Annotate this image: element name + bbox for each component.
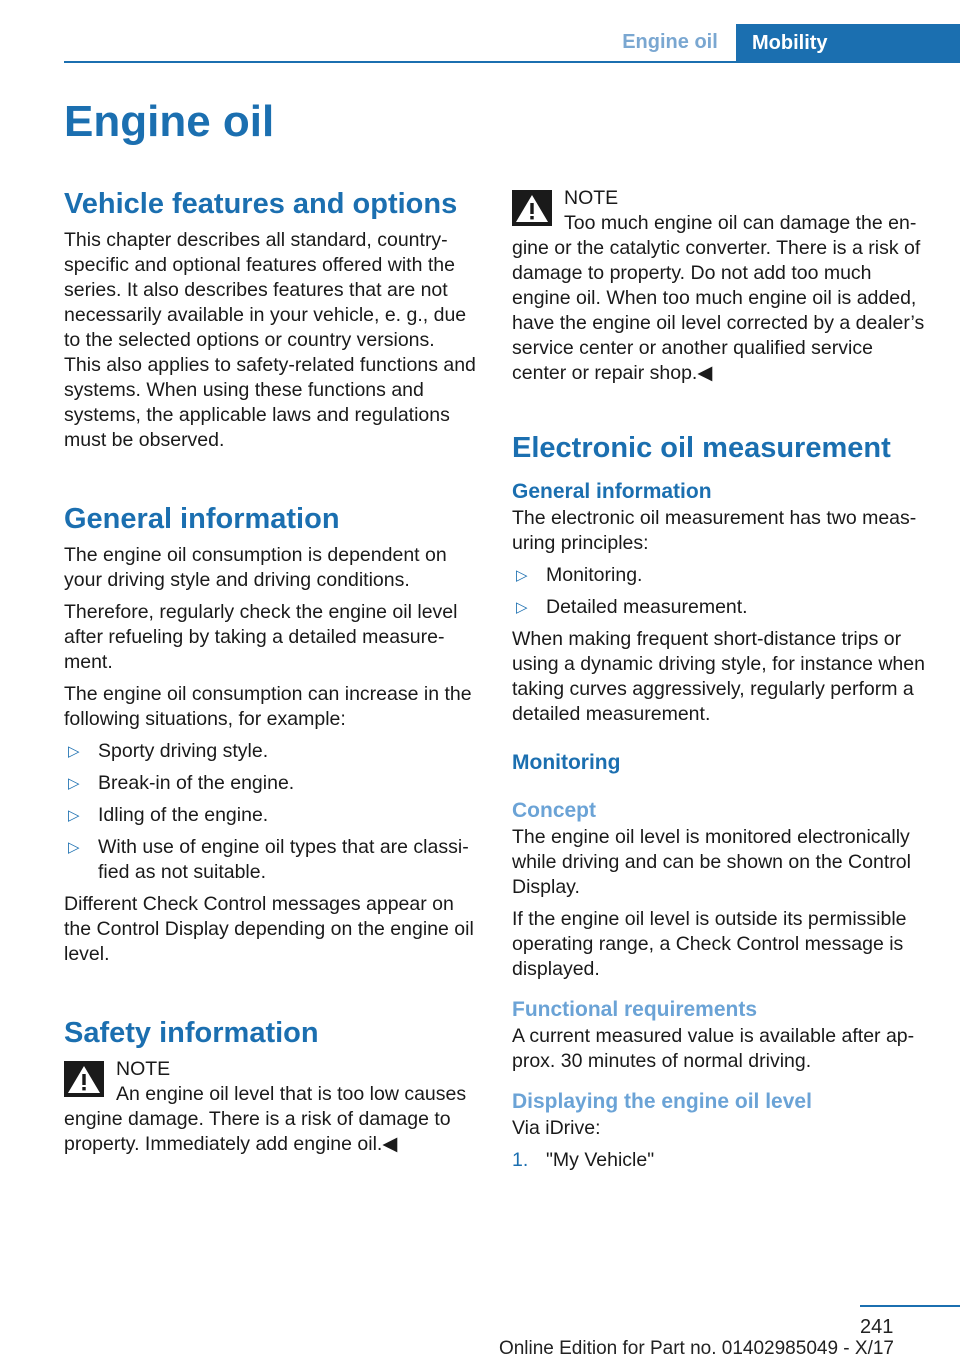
page-title: Engine oil <box>64 97 275 146</box>
triangle-right-icon: ▷ <box>68 743 80 760</box>
measurement-heading: Electronic oil measurement <box>512 432 891 464</box>
triangle-right-icon: ▷ <box>68 839 80 856</box>
triangle-right-icon: ▷ <box>516 567 528 584</box>
safety-heading: Safety information <box>64 1017 319 1049</box>
displaying-heading: Displaying the engine oil level <box>512 1090 812 1113</box>
overfill-note <box>512 186 928 386</box>
header-chapter-tab[interactable]: Mobility <box>736 24 960 62</box>
right-column <box>512 186 928 1180</box>
via-text: Via iDrive: <box>512 1117 601 1139</box>
left-column <box>64 186 476 1164</box>
concept-paragraph-2: If the engine oil level is outside its permissible operating range, a Check Control message is displayed. <box>512 908 907 980</box>
concept-paragraph-1: The engine oil level is monitored electronically while driving and can be shown on the Control Display. <box>512 826 911 898</box>
functional-heading: Functional requirements <box>512 998 758 1021</box>
concept-heading: Concept <box>512 799 596 822</box>
general-paragraph-1: The engine oil consumption is dependent on your driving style and driving conditions. <box>64 544 447 591</box>
measurement-general-text: The electronic oil measurement has two measuring principles: <box>512 507 917 554</box>
warning-triangle-icon <box>64 1061 104 1097</box>
general-paragraph-2: Therefore, regularly check the engine oil level after refueling by taking a detailed measurement. <box>64 601 458 673</box>
note-text: An engine oil level that is too low causes engine damage. There is a risk of damage to property. Immediately add engine oil.◀ <box>64 1083 467 1155</box>
note-label: NOTE <box>564 187 619 209</box>
note-text: Too much engine oil can damage the engine or the catalytic converter. There is a risk of damage to property. Do not add too much engine oil. When too much engine oil is added, have the engine oil level corrected by a dealer’s service center or another qualified service center or repair shop.◀ <box>512 212 925 384</box>
principles-list <box>512 563 928 620</box>
list-item <box>512 1148 928 1173</box>
list-item: ▷ Idling of the engine. <box>68 804 269 826</box>
list-item: ▷ With use of engine oil types that are classified as not suitable. <box>68 836 469 883</box>
step-text: "My Vehicle" <box>546 1149 655 1171</box>
safety-note <box>64 1057 476 1157</box>
functional-text: A current measured value is available after approx. 30 minutes of normal driving. <box>512 1025 915 1072</box>
step-number: 1. <box>512 1149 529 1171</box>
frequent-trips-text: When making frequent short-distance trips or using a dynamic driving style, for instance when taking curves aggressively, regularly perform a detailed measurement. <box>512 628 925 725</box>
monitoring-subheading: Monitoring <box>512 751 621 774</box>
general-paragraph-4: Different Check Control messages appear on the Control Display depending on the engine oil level. <box>64 893 474 965</box>
situations-list <box>64 739 476 885</box>
features-text: This chapter describes all standard, country-specific and optional features offered with the series. It also describes features that are not necessarily available in your vehicle, e. g., due to the selected options or country versions. This also applies to safety-related functions and systems. When using these functions and systems, the applicable laws and regulations must be observed. <box>64 229 476 451</box>
features-heading: Vehicle features and options <box>64 188 458 220</box>
list-item: ▷ Monitoring. <box>516 564 643 586</box>
footer-rule <box>860 1305 960 1307</box>
warning-triangle-icon <box>512 190 552 226</box>
triangle-right-icon: ▷ <box>68 807 80 824</box>
edition-footer: Online Edition for Part no. 01402985049 - X/17 <box>498 1338 894 1359</box>
general-heading: General information <box>64 503 340 535</box>
general-subheading: General information <box>512 480 712 503</box>
triangle-right-icon: ▷ <box>68 775 80 792</box>
general-paragraph-3: The engine oil consumption can increase in the following situations, for example: <box>64 683 472 730</box>
header-section-tab[interactable]: Engine oil <box>622 31 718 53</box>
note-label: NOTE <box>116 1058 171 1080</box>
triangle-right-icon: ▷ <box>516 599 528 616</box>
steps-list <box>512 1148 928 1173</box>
list-item: ▷ Break-in of the engine. <box>68 772 295 794</box>
list-item: ▷ Sporty driving style. <box>68 740 269 762</box>
page-number: 241 <box>860 1316 894 1338</box>
list-item: ▷ Detailed measurement. <box>516 596 748 618</box>
